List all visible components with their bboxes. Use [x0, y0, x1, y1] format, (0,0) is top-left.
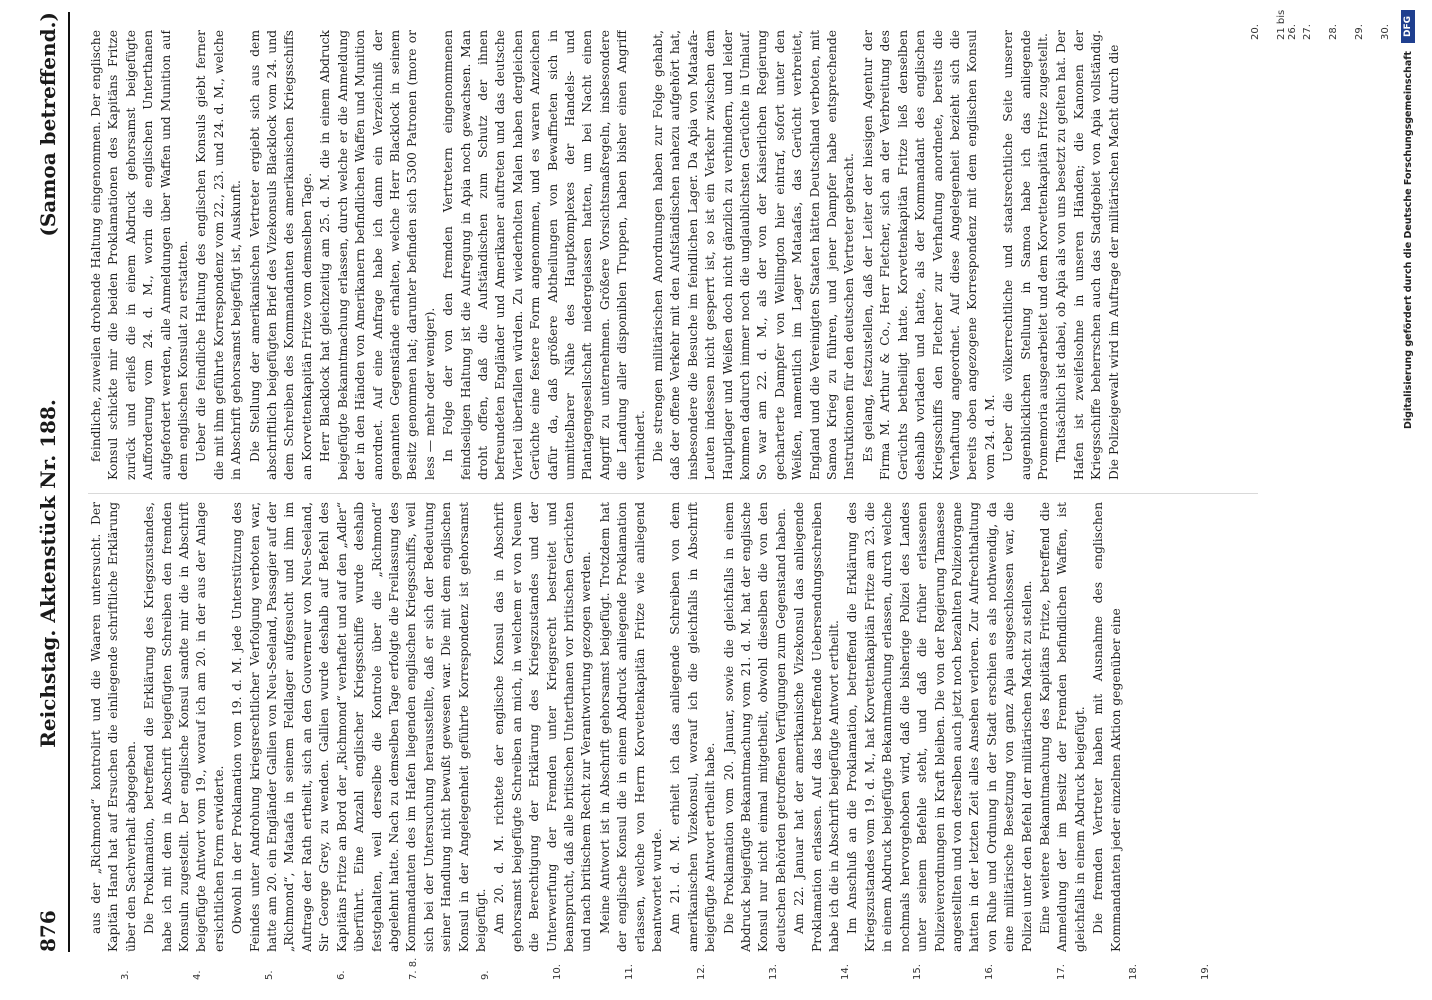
- paragraph: Am 20. d. M. richtete der englische Konsul das in Abschrift gehorsamst beigefügte Schreiben an mich, in welchem er von Neuem die Berechtigung der Erklärung des Kriegszustandes und der Unterwerfung der Fremden unter Kriegsrecht bestreitet und beansprucht, daß alle britischen Unterthanen vor britischen Gerichten und nach britischem Recht zur Verantwortung gezogen werden.: [492, 502, 594, 952]
- margin-number: 13.: [768, 964, 779, 980]
- page-footer: [1396, 10, 1420, 600]
- paragraph: aus der „Richmond“ kontrolirt und die Waaren untersucht. Der Kapitän Hand hat auf Ersuchen die einliegende schriftliche Erklärung über den Sachverhalt abgegeben.: [89, 502, 138, 952]
- margin-number: 5.: [264, 970, 275, 980]
- paragraph: Am 21. d. M. erhielt ich das anliegende Schreiben von dem amerikanischen Vizekonsul, worauf ich die gleichfalls in Abschrift beigefügte Antwort ertheilt habe.: [668, 502, 718, 952]
- margin-number: 3.: [120, 970, 131, 980]
- publication-title: Reichstag. Aktenstück Nr. 188.: [36, 399, 60, 748]
- right-column: [88, 30, 1258, 480]
- margin-number: 12.: [696, 964, 707, 980]
- paragraph: Eine weitere Bekanntmachung des Kapitäns Fritze, betreffend die Anmeldung der im Besitz der Fremden befindlichen Waffen, ist gleichfalls in einem Abdruck beigefügt.: [1037, 502, 1087, 952]
- paragraph: Ueber die feindliche Haltung des englischen Konsuls giebt ferner die mit ihm geführte Korrespondenz vom 22., 23. und 24. d. M., welche in Abschrift gehorsamst beigefügt ist, Auskunft.: [194, 30, 244, 480]
- paragraph: Im Anschluß an die Proklamation, betreffend die Erklärung des Kriegszustandes vom 19. d. M., hat Korvettenkapitän Fritze am 23. die in einem Abdruck beigefügte Bekanntmachung erlassen, durch welche nochmals hervorgehoben wird, daß die bisherige Polizei des Landes unter seinem Befehle steht, und daß die früher erlassenen Polizeiverordnungen in Kraft bleiben. Die von der Regierung Tamasese angestellten und von derselben auch jetzt noch bezahlten Polizeiorgane hatten in der letzten Zeit alles Ansehen verloren. Zur Aufrechthaltung von Ruhe und Ordnung in der Stadt erschien es als nothwendig, da eine militärische Besetzung von ganz Apia ausgeschlossen war, die Polizei unter den Befehl der militärischen Macht zu stellen.: [845, 502, 1034, 952]
- margin-number: 28.: [1328, 24, 1339, 40]
- column-divider: [88, 493, 1258, 494]
- paragraph: Es gelang, festzustellen, daß der Leiter der hiesigen Agentur der Firma M. Arthur & Co., Herr Fletcher, sich an der Verbreitung des Gerüchts betheiligt hatte. Korvettenkapitän Fritze ließ denselben deshalb vorladen und hatte, als der Kommandant des englischen Kriegsschiffs den Fletcher zur Verhaftung anordnete, bereits die Verhaftung angeordnet. Auf diese Angelegenheit bezieht sich die bereits oben angezogene Korrespondenz mit dem englischen Konsul vom 24. d. M.: [860, 30, 997, 480]
- paragraph: Die fremden Vertreter haben mit Ausnahme des englischen Kommandanten jeder einzelnen Aktion gegenüber eine: [1091, 502, 1123, 952]
- paragraph: In Folge der von den fremden Vertretern eingenommenen feindseligen Haltung ist die Aufregung in Apia noch gewachsen. Man droht offen, daß die Aufständischen zum Schutz der ihnen befreundeten Engländer und Amerikaner auftreten und das deutsche Viertel überfallen würden. Zu wiederholten Malen haben dergleichen Gerüchte eine festere Form angenommen, und es waren Anzeichen dafür da, daß größere Abtheilungen von Bewaffneten sich in unmittelbarer Nähe des Hauptkomplexes der Handels- und Plantagengesellschaft niedergelassen hatten, um bei Nacht einen Angriff zu unternehmen. Größere Vorsichtsmaßregeln, insbesondere die Landung aller disponiblen Truppen, haben bisher einen Angriff verhindert.: [441, 30, 647, 480]
- subject-title: (Samoa betreffend.): [36, 12, 60, 237]
- paragraph: Die Proklamation, betreffend die Erklärung des Kriegszustandes, habe ich mit dem in Abschrift beigefügten Schreiben den fremden Konsuln zugestellt. Der englische Konsul sandte mir die in Abschrift beigefügte Antwort vom 19., worauf ich am 20. in der aus der Anlage ersichtlichen Form erwiderte.: [142, 502, 226, 952]
- paragraph: Die Stellung der amerikanischen Vertreter ergiebt sich aus dem abschriftlich beigefügten Brief des Vizekonsuls Blacklock vom 24. und dem Schreiben des Kommandanten des amerikanischen Kriegsschiffs an Korvettenkapitän Fritze vom demselben Tage.: [247, 30, 314, 480]
- margin-number: 29.: [1354, 24, 1365, 40]
- margin-number: 27.: [1302, 24, 1313, 40]
- paragraph: feindliche, zuweilen drohende Haltung eingenommen. Der englische Konsul schickte mir die beiden Proklamationen des Kapitäns Fritze zurück und erließ die in einem Abdruck gehorsamst beigefügte Aufforderung vom 24. d. M., worin die englischen Unterthanen aufgefordert werden, alle Anmeldungen über Waffen und Munition auf dem englischen Konsulat zu erstatten.: [89, 30, 191, 480]
- margin-number: 21 bis 26.: [1276, 9, 1298, 40]
- margin-number: 18.: [1128, 964, 1139, 980]
- paragraph: Obwohl in der Proklamation vom 19. d. M. jede Unterstützung des Feindes unter Androhung kriegsrechtlicher Verfolgung verboten war, hatte am 20. ein Engländer Gallien von Neu-Seeland, Passagier auf der „Richmond“, Mataafa in seinem Feldlager aufgesucht und ihm im Auftrage der Rath ertheilt, sich an den Gouverneur von Neu-Seeland, Sir George Grey, zu wenden. Gallien wurde deshalb auf Befehl des Kapitäns Fritze an Bord der „Richmond“ verhaftet und auf den „Adler“ überführt. Eine Anzahl englischer Kriegsschiffe wurde deshalb festgehalten, weil derselbe die Kontrole über die „Richmond“ abgelehnt hatte. Nach zu demselben Tage erfolgte die Freilassung des Kommandanten des im Hafen liegenden englischen Kriegsschiffs, weil sich bei der Untersuchung herausstellte, daß er sich der Bedeutung seiner Handlung nicht bewußt gewesen war. Die mit dem englischen Konsul in der Angelegenheit geführte Korrespondenz ist gehorsamst beigefügt.: [230, 502, 488, 952]
- margin-number: 30.: [1380, 24, 1391, 40]
- paragraph: Die strengen militärischen Anordnungen haben zur Folge gehabt, daß der offene Verkehr mit den Aufständischen nahezu aufgehört hat, insbesondere die Besuche im feindlichen Lager. Da Apia von Mataafa-Leuten indessen nicht gesperrt ist, so ist ein Verkehr zwischen dem Hauptlager und Weißen doch nicht gänzlich zu verhindern, und leider kommen dadurch immer noch die unglaublichsten Gerüchte in Umlauf. So war am 22. d. M., als der von der Kaiserlichen Regierung gecharterte Dampfer von Wellington hier eintraf, sofort unter den Weißen, namentlich im Lager Mataafas, das Gerücht verbreitet, England und die Vereinigten Staaten hätten Deutschland verboten, mit Samoa Krieg zu führen, und jener Dampfer habe entsprechende Instruktionen für den deutschen Vertreter gebracht.: [651, 30, 857, 480]
- margin-number: 4.: [192, 970, 203, 980]
- page-header: [28, 12, 70, 952]
- paragraph: Herr Blacklock hat gleichzeitig am 25. d. M. die in einem Abdruck beigefügte Bekanntmachung erlassen, durch welche er die Anmeldung der in den Händen von Amerikanern befindlichen Waffen und Munition anordnet. Auf eine Anfrage habe ich dann ein Verzeichniß der genannten Gegenstände erhalten, welche Herr Blacklock in seinem Besitz genommen hat; darunter befinden sich 5300 Patronen (more or less — mehr oder weniger).: [318, 30, 437, 480]
- margin-number: 15.: [912, 964, 923, 980]
- digitization-note: Digitalisierung gefördert durch die Deutsche Forschungsgemeinschaft: [1402, 51, 1414, 429]
- dfg-logo: DFG: [1401, 10, 1415, 43]
- paragraph: Ueber die völkerrechtliche und staatsrechtliche Seite unserer augenblicklichen Stellung in Samoa habe ich das anliegende Promemoria ausgearbeitet und dem Korvettenkapitän Fritze zugestellt.: [1001, 30, 1050, 480]
- paragraph: Thatsächlich ist dabei, ob Apia als von uns besetzt zu gelten hat. Der Hafen ist zweifelsohne in unseren Händen; die Kanonen der Kriegsschiffe beherrschen auch das Stadtgebiet von Apia vollständig. Die Polizeigewalt wird im Auftrage der militärischen Macht durch die: [1054, 30, 1121, 480]
- margin-number: 9.: [480, 970, 491, 980]
- margin-number: 14.: [840, 964, 851, 980]
- margin-number: 16.: [984, 964, 995, 980]
- margin-number: 10.: [552, 964, 563, 980]
- paragraph: Die Proklamation vom 20. Januar, sowie die gleichfalls in einem Abdruck beigefügte Bekanntmachung vom 21. d. M. hat der englische Konsul nur nicht einmal mitgetheilt, obwohl dieselben die von den deutschen Behörden getroffenen Verfügungen zum Gegenstand haben.: [721, 502, 788, 952]
- margin-number: 11.: [624, 964, 635, 980]
- paragraph: Meine Antwort ist in Abschrift gehorsamst beigefügt. Trotzdem hat der englische Konsul die in einem Abdruck anliegende Proklamation erlassen, welche von Herrn Korvettenkapitän Fritze wie anliegend beantwortet wurde.: [597, 502, 664, 952]
- margin-number: 6.: [336, 970, 347, 980]
- margin-number: 7. 8.: [408, 957, 419, 980]
- margin-number: 20.: [1250, 24, 1261, 40]
- margin-number: 17.: [1056, 964, 1067, 980]
- page-number: 876: [36, 910, 60, 952]
- margin-number: 19.: [1200, 964, 1211, 980]
- paragraph: Am 22. Januar hat der amerikanische Vizekonsul das anliegende Proklamation erlassen. Auf das betreffende Uebersendungsschreiben habe ich die in Abschrift beigefügte Antwort ertheilt.: [792, 502, 842, 952]
- left-column: [88, 502, 1258, 952]
